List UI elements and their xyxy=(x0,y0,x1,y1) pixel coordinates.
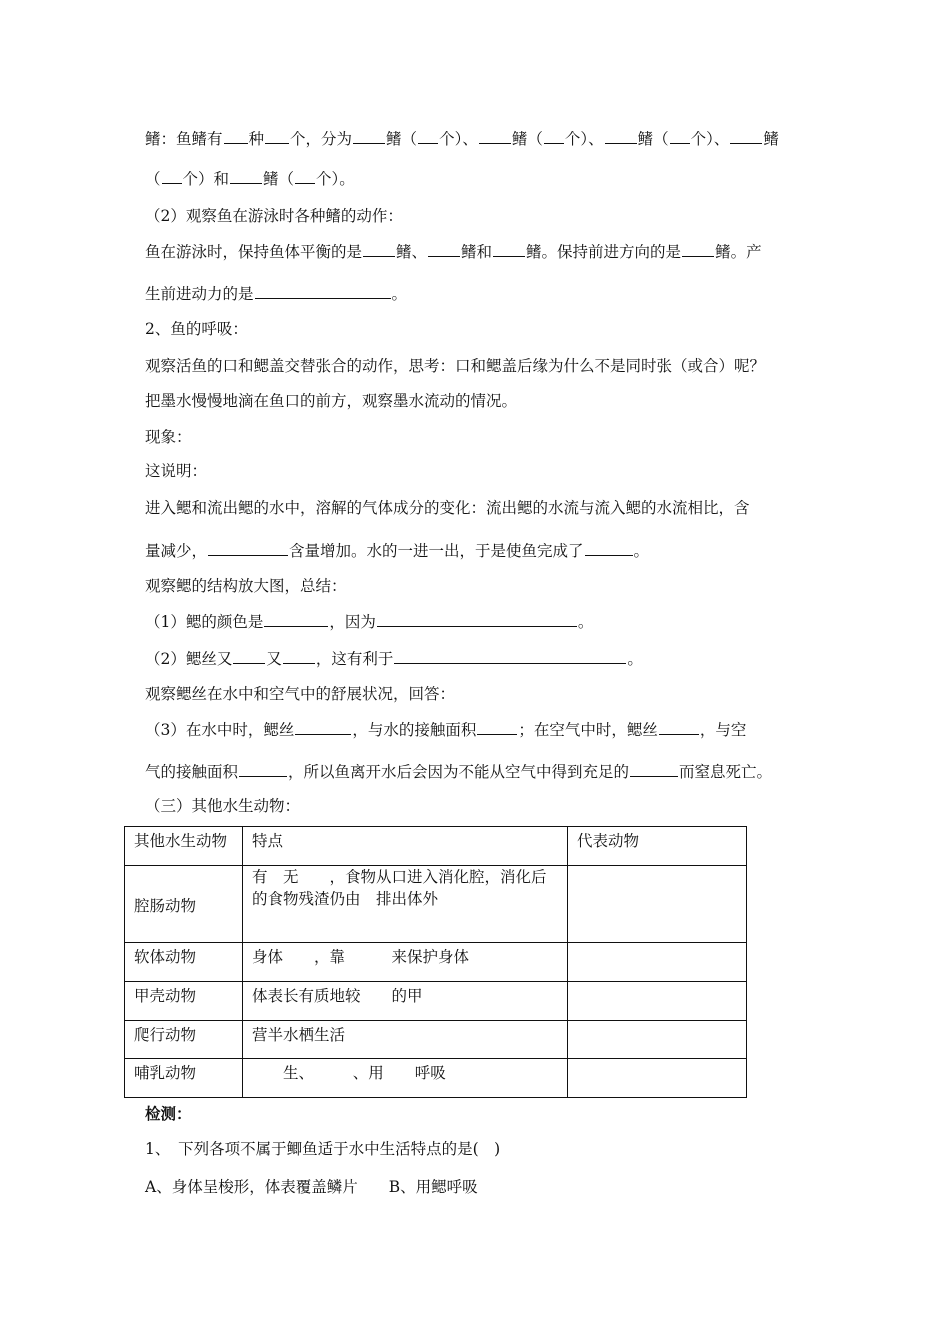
q-text: 气的接触面积 xyxy=(145,763,239,781)
q-text: ，与空 xyxy=(699,721,747,739)
fins-text: 鳍（ xyxy=(386,130,418,148)
table-cell-name: 甲壳动物 xyxy=(125,982,243,1021)
test-question-1-options: A、身体呈梭形，体表覆盖鳞片 B、用鳃呼吸 xyxy=(145,1178,478,1196)
blank xyxy=(295,718,351,735)
blank xyxy=(230,167,262,184)
gill-q3-line-1 xyxy=(145,718,810,741)
q-text: ，这有利于 xyxy=(315,650,394,668)
swim-text: 鳍。保持前进方向的是 xyxy=(526,243,682,261)
blank xyxy=(295,167,315,184)
table-cell-feature: 营半水栖生活 xyxy=(243,1021,568,1059)
swim-text: 生前进动力的是 xyxy=(145,285,254,303)
fins-text: 种 xyxy=(248,130,265,148)
blank xyxy=(659,718,699,735)
gas-line-1: 进入鳃和流出鳃的水中，溶解的气体成分的变化：流出鳃的水流与流入鳃的水流相比，含 xyxy=(145,499,750,517)
q-text: （2）鳃丝又 xyxy=(145,650,233,668)
table-cell-name: 哺乳动物 xyxy=(125,1059,243,1098)
blank xyxy=(544,127,564,144)
blank xyxy=(670,127,690,144)
blank xyxy=(477,718,517,735)
table-row xyxy=(125,943,747,982)
swim-text: 鱼在游泳时，保持鱼体平衡的是 xyxy=(145,243,363,261)
other-heading: （三）其他水生动物： xyxy=(145,797,301,815)
phenomenon-label: 现象： xyxy=(145,428,192,446)
table-cell-feature: 生、 、用 呼吸 xyxy=(243,1059,568,1098)
table-cell-name: 爬行动物 xyxy=(125,1021,243,1059)
blank xyxy=(730,127,762,144)
table-header-row xyxy=(125,827,747,866)
test-question-1: 1、 下列各项不属于鲫鱼适于水中生活特点的是( ) xyxy=(145,1140,501,1158)
blank xyxy=(239,760,287,777)
observe-structure: 观察鳃的结构放大图，总结： xyxy=(145,577,347,595)
blank xyxy=(418,127,438,144)
blank xyxy=(265,127,289,144)
blank xyxy=(233,647,265,664)
swim-text: 鳍。产 xyxy=(715,243,762,261)
aquatic-animals-table xyxy=(124,826,747,1098)
q-text: ，与水的接触面积 xyxy=(352,721,477,739)
table-cell-example xyxy=(568,1059,747,1098)
gas-text: 量减少， xyxy=(145,542,208,560)
q-text: （3）在水中时，鳃丝 xyxy=(145,721,295,739)
table-cell-example xyxy=(568,982,747,1021)
fins-text: 个）、 xyxy=(439,130,478,148)
fins-text: 鳍（ xyxy=(263,170,295,188)
table-cell-name: 软体动物 xyxy=(125,943,243,982)
table-row xyxy=(125,1021,747,1059)
blank xyxy=(363,240,395,257)
table-cell-example xyxy=(568,943,747,982)
blank xyxy=(479,127,511,144)
table-header-cell: 特点 xyxy=(243,827,568,866)
q-text: 。 xyxy=(627,650,643,668)
gill-q2 xyxy=(145,647,810,670)
blank xyxy=(394,647,626,664)
fins-line-2 xyxy=(145,167,810,190)
fins-text: 个，分为 xyxy=(290,130,353,148)
blank xyxy=(428,240,460,257)
fins-text: 鳍（ xyxy=(637,130,669,148)
blank xyxy=(493,240,525,257)
fins-text: 个）和 xyxy=(182,170,230,188)
table-cell-example xyxy=(568,1021,747,1059)
fins-text: 个）。 xyxy=(316,170,355,188)
q-text: 又 xyxy=(266,650,282,668)
q-text: 。 xyxy=(577,613,594,631)
blank xyxy=(208,539,288,556)
table-cell-name: 腔肠动物 xyxy=(125,866,243,943)
blank xyxy=(255,282,391,299)
breathing-line-1: 观察活鱼的口和鳃盖交替张合的动作，思考：口和鳃盖后缘为什么不是同时张（或合）呢？ xyxy=(145,357,766,375)
blank xyxy=(353,127,385,144)
q-text: ；在空气中时，鳃丝 xyxy=(518,721,658,739)
table-cell-example xyxy=(568,866,747,943)
table-header-cell: 其他水生动物 xyxy=(125,827,243,866)
q-text: ，所以鱼离开水后会因为不能从空气中得到充足的 xyxy=(288,763,630,781)
gas-text: 含量增加。水的一进一出，于是使鱼完成了 xyxy=(289,542,584,560)
swim-text: 鳍、 xyxy=(396,243,428,261)
table-cell-feature: 有 无 ，食物从口进入消化腔，消化后的食物残渣仍由 排出体外 xyxy=(243,866,568,943)
q-text: ，因为 xyxy=(329,613,376,631)
swim-line-2 xyxy=(145,282,810,305)
blank xyxy=(264,610,328,627)
table-row xyxy=(125,866,747,943)
fins-text: 鳍 xyxy=(763,130,779,148)
gas-line-2 xyxy=(145,539,810,562)
swim-heading: （2）观察鱼在游泳时各种鳍的动作： xyxy=(145,207,403,225)
q-text: （1）鳃的颜色是 xyxy=(145,613,264,631)
fins-text: 个）、 xyxy=(564,130,604,148)
fins-line-1 xyxy=(145,127,810,150)
breathing-heading: 2、鱼的呼吸： xyxy=(145,320,248,338)
breathing-line-2: 把墨水慢慢地滴在鱼口的前方，观察墨水流动的情况。 xyxy=(145,392,518,410)
fins-text: 鳍：鱼鳍有 xyxy=(145,130,223,148)
table-row xyxy=(125,1059,747,1098)
table-row xyxy=(125,982,747,1021)
fins-text: 个）、 xyxy=(690,130,730,148)
table-cell-feature: 体表长有质地较 的甲 xyxy=(243,982,568,1021)
blank xyxy=(682,240,714,257)
blank xyxy=(162,167,182,184)
gill-q3-line-2 xyxy=(145,760,810,783)
blank xyxy=(585,539,633,556)
explain-label: 这说明： xyxy=(145,462,208,480)
fins-text: 鳍（ xyxy=(511,130,543,148)
swim-text: 。 xyxy=(391,285,408,303)
swim-text: 鳍和 xyxy=(461,243,493,261)
blank xyxy=(630,760,678,777)
observe-expand: 观察鳃丝在水中和空气中的舒展状况，回答： xyxy=(145,685,456,703)
gas-text: 。 xyxy=(633,542,650,560)
table-cell-feature: 身体 ，靠 来保护身体 xyxy=(243,943,568,982)
blank xyxy=(605,127,637,144)
blank xyxy=(283,647,315,664)
swim-line-1 xyxy=(145,240,810,263)
fins-text: （ xyxy=(145,170,161,188)
q-text: 而窒息死亡。 xyxy=(679,763,773,781)
table-header-cell: 代表动物 xyxy=(568,827,747,866)
gill-q1 xyxy=(145,610,810,633)
test-heading: 检测： xyxy=(145,1104,192,1123)
blank xyxy=(377,610,577,627)
blank xyxy=(224,127,248,144)
